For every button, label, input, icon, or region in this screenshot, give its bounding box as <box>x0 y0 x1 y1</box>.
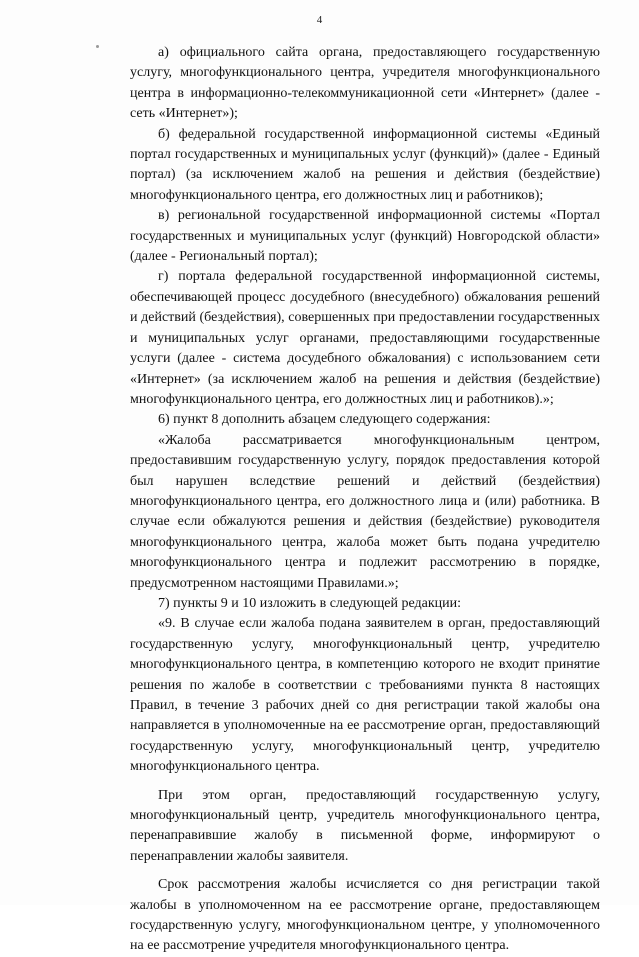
paragraph-amendment-6: 6) пункт 8 дополнить абзацем следующего содержания: <box>158 412 491 428</box>
paragraph-redirect: При этом орган, предоставляющий государственную услугу, многофункциональный центр, учредитель многофункционального центра, перенаправившие жалобу в письменной форме, информируют о перенаправлении жалобы заявителя. <box>130 787 600 864</box>
margin-speck <box>96 45 99 48</box>
paragraph-item-a: а) официального сайта органа, предоставляющего государственную услугу, многофункционального центра, учредителя многофункционального центра в информационно-телекоммуникационной сети «Интернет» (далее - сеть «Интернет»); <box>130 45 600 122</box>
paragraph-review-term: Срок рассмотрения жалобы исчисляется со дня регистрации такой жалобы в уполномоченном на ее рассмотрение органе, предоставляющем государственную услугу, многофункциональном центре, у уполномоченного на ее рассмотрение учредителя многофункционального центра. <box>130 877 600 954</box>
page-number: 4 <box>316 14 323 26</box>
paragraph-clause-9: «9. В случае если жалоба подана заявителем в орган, предоставляющий государственную услугу, многофункциональный центр, учредителю многофункционального центра, в компетенцию которого не входит принятие решения по жалобе в соответствии с требованиями пункта 8 настоящих Правил, в течение 3 рабочих дней со дня регистрации такой жалобы она направляется в уполномоченные на ее рассмотрение орган, предоставляющий государственную услугу, многофункциональный центр, учредителю многофункционального центра. <box>130 616 600 775</box>
paragraph-complaint-quote: «Жалоба рассматривается многофункциональным центром, предоставившим государственную услугу, порядок предоставления которой был нарушен вследствие решений и действий (бездействия) многофункционального центра, его должностного лица и (или) работника. В случае если обжалуются решения и действия (бездействие) руководителя многофункционального центра, жалоба может быть подана учредителю многофункционального центра и подлежит рассмотрению в порядке, предусмотренном настоящими Правилами.»; <box>130 432 600 591</box>
paragraph-amendment-7: 7) пункты 9 и 10 изложить в следующей редакции: <box>158 595 462 611</box>
paragraph-item-g: г) портала федеральной государственной информационной системы, обеспечивающей процесс досудебного (внесудебного) обжалования решений и действий (бездействия), совершенных при предоставлении государственных и муниципальных услуг органами, предоставляющими государственные услуги (далее - система досудебного обжалования) с использованием сети «Интернет» (за исключением жалоб на решения и действия (бездействие) многофункционального центра, его должностных лиц и работников).»; <box>130 269 600 407</box>
document-body <box>130 43 600 957</box>
paragraph-item-b: б) федеральной государственной информационной системы «Единый портал государственных и муниципальных услуг (функций)» (далее - Единый портал) (за исключением жалоб на решения и действия (бездействие) многофункционального центра, его должностных лиц и работников); <box>130 126 600 203</box>
paragraph-item-v: в) региональной государственной информационной системы «Портал государственных и муниципальных услуг (функций) Новгородской области» (далее - Региональный портал); <box>130 208 600 265</box>
